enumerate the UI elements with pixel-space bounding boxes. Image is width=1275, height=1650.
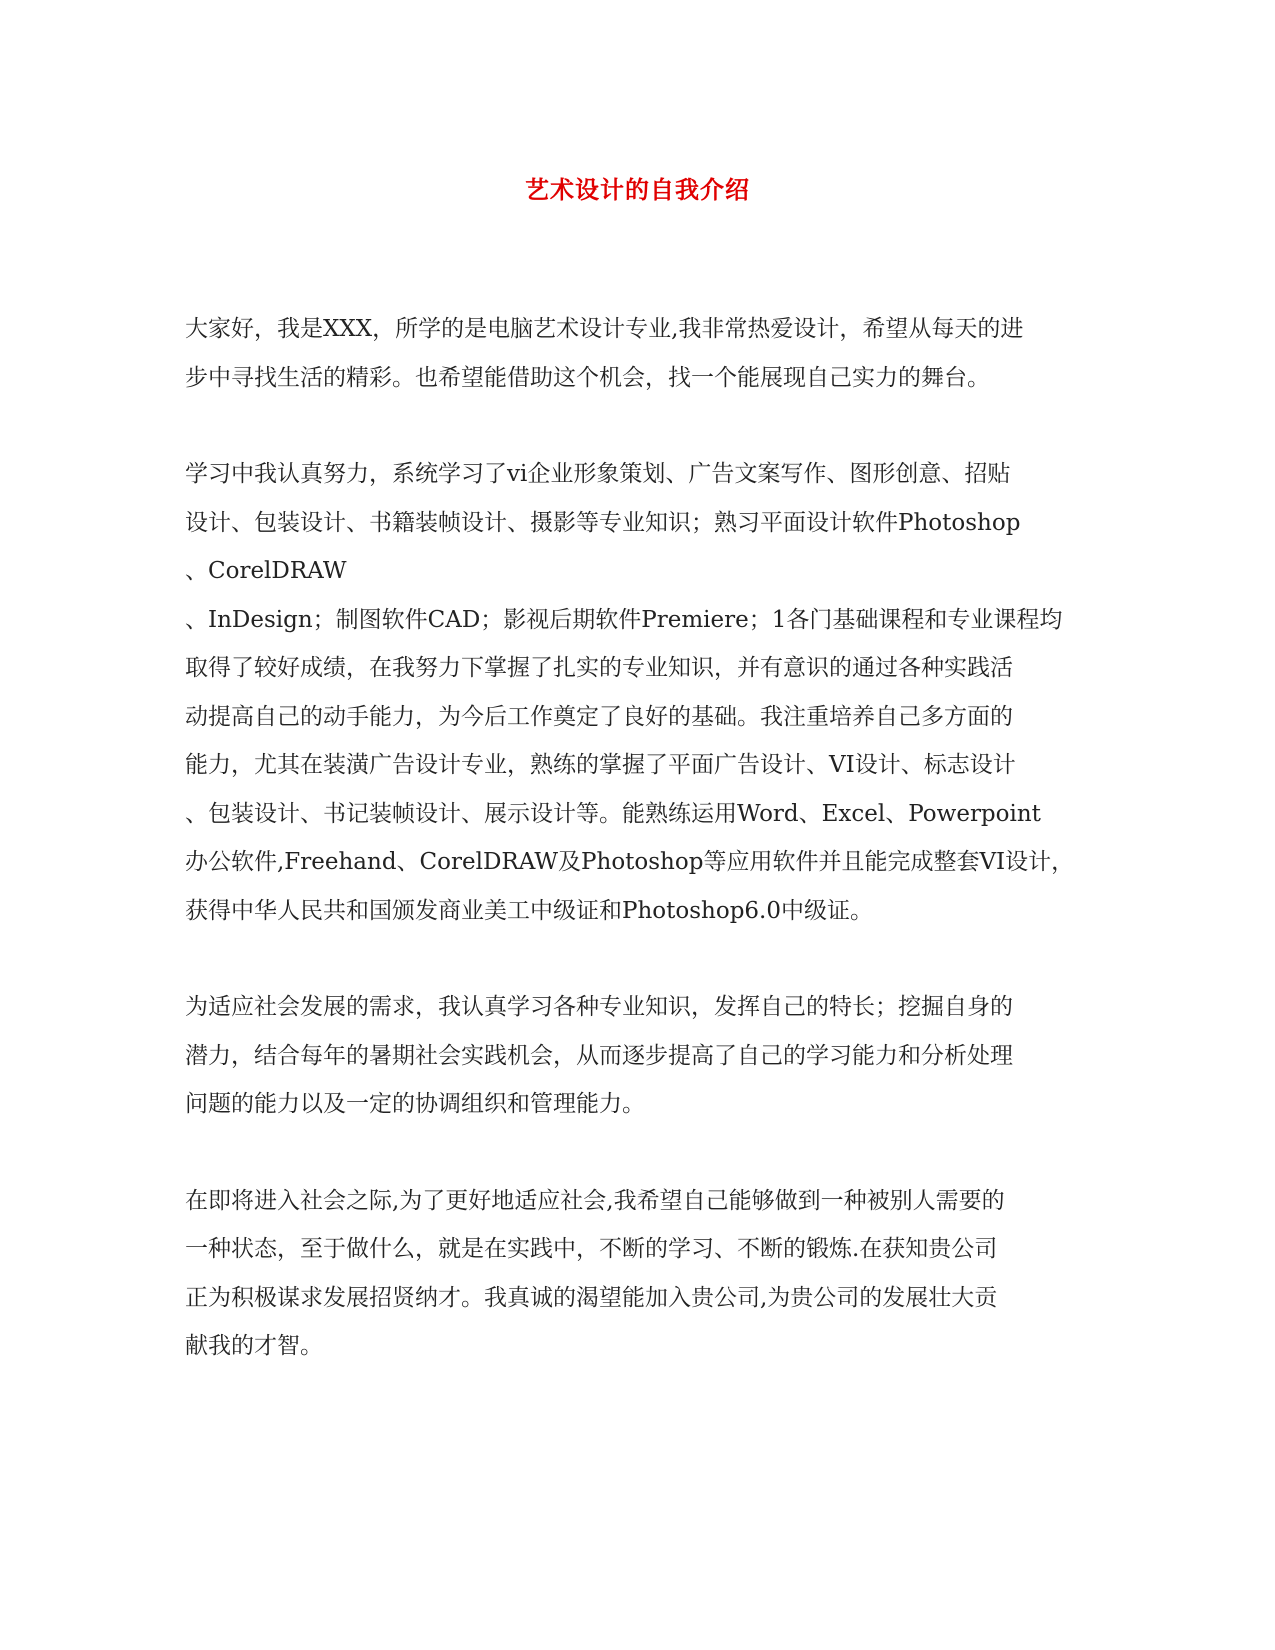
document-body: [185, 305, 1090, 1419]
paragraph-closing: [185, 1177, 1090, 1371]
text-line: 为适应社会发展的需求，我认真学习各种专业知识，发挥自己的特长；挖掘自身的: [185, 994, 1013, 1020]
text-line: 、InDesign；制图软件CAD；影视后期软件Premiere；1各门基础课程和专业课程均: [185, 606, 1063, 633]
text-line: 大家好，我是XXX，所学的是电脑艺术设计专业,我非常热爱设计，希望从每天的进: [185, 316, 1024, 342]
text-line: 在即将进入社会之际,为了更好地适应社会,我希望自己能够做到一种被别人需要的: [185, 1187, 1005, 1214]
text-line: 一种状态，至于做什么，就是在实践中，不断的学习、不断的锻炼.在获知贵公司: [185, 1236, 998, 1262]
text-line: 步中寻找生活的精彩。也希望能借助这个机会，找一个能展现自己实力的舞台。: [185, 364, 990, 391]
paragraph-intro: [185, 305, 1090, 402]
text-line: 能力，尤其在装潢广告设计专业，熟练的掌握了平面广告设计、VI设计、标志设计: [185, 752, 1016, 778]
text-line: 动提高自己的动手能力，为今后工作奠定了良好的基础。我注重培养自己多方面的: [185, 703, 1013, 730]
text-line: 、包装设计、书记装帧设计、展示设计等。能熟练运用Word、Excel、Powerpoint: [185, 800, 1041, 827]
text-line: 潜力，结合每年的暑期社会实践机会，从而逐步提高了自己的学习能力和分析处理: [185, 1042, 1013, 1069]
text-line: 获得中华人民共和国颁发商业美工中级证和Photoshop6.0中级证。: [185, 897, 873, 924]
text-line: 办公软件,Freehand、CorelDRAW及Photoshop等应用软件并且能完成整套VI设计，: [185, 849, 1075, 875]
text-line: 献我的才智。: [185, 1333, 323, 1359]
text-line: 问题的能力以及一定的协调组织和管理能力。: [185, 1091, 645, 1117]
text-line: 学习中我认真努力，系统学习了vi企业形象策划、广告文案写作、图形创意、招贴: [185, 461, 1011, 487]
text-line: 设计、包装设计、书籍装帧设计、摄影等专业知识；熟习平面设计软件Photoshop: [185, 509, 1021, 536]
paragraph-study: [185, 450, 1090, 935]
page-title: 艺术设计的自我介绍: [525, 175, 750, 204]
text-line: 正为积极谋求发展招贤纳才。我真诚的渴望能加入贵公司,为贵公司的发展壮大贡: [185, 1284, 998, 1311]
text-line: 取得了较好成绩，在我努力下掌握了扎实的专业知识，并有意识的通过各种实践活: [185, 655, 1013, 681]
paragraph-development: [185, 983, 1090, 1129]
text-line: 、CorelDRAW: [185, 558, 347, 584]
